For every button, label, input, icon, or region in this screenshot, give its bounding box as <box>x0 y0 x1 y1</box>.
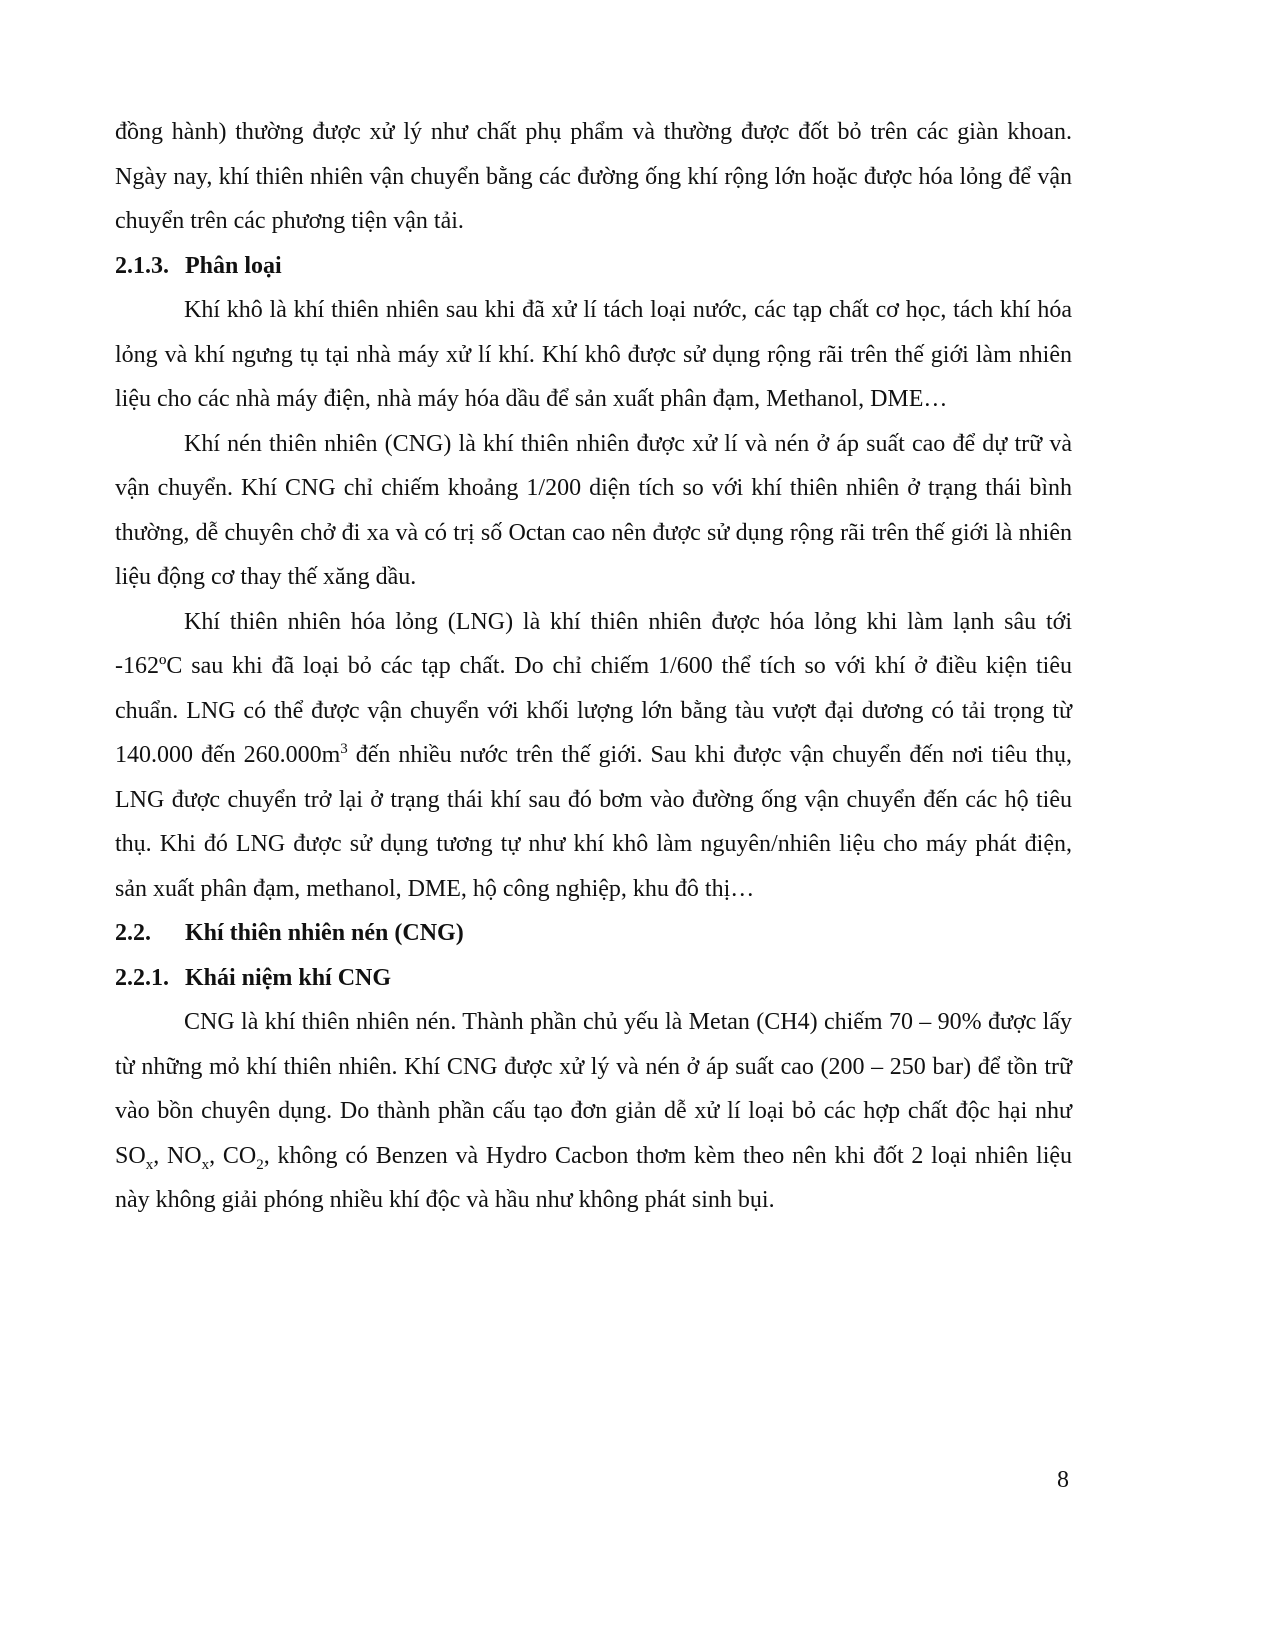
separator-co2: , CO <box>209 1142 257 1169</box>
lng-text-part-1: Khí thiên nhiên hóa lỏng (LNG) là khí thiên nhiên được hóa lỏng khi làm lạnh sâu tới -162ºC sau khi đã loại bỏ các tạp chất. Do chỉ chiếm 1/600 thể tích so với khí ở điều kiện tiêu chuẩn. LNG có thể được vận chuyển với khối lượng lớn bằng tàu vượt đại dương có tải trọng từ 140.000 đến 260.000m <box>115 608 1072 768</box>
heading-2-2 <box>115 911 1072 956</box>
subscript-x: x <box>145 1156 154 1173</box>
lng-text-part-2: đến nhiều nước trên thế giới. Sau khi được vận chuyển đến nơi tiêu thụ, LNG được chuyển trở lại ở trạng thái khí sau đó bơm vào đường ống vận chuyển đến các hộ tiêu thụ. Khi đó LNG được sử dụng tương tự như khí khô làm nguyên/nhiên liệu cho máy phát điện, sản xuất phân đạm, methanol, DME, hộ công nghiệp, khu đô thị… <box>115 742 1072 902</box>
subscript-x: x <box>201 1156 210 1173</box>
heading-number: 2.2. <box>115 920 151 946</box>
heading-2-2-1 <box>115 956 1072 1001</box>
heading-2-1-3 <box>115 244 1072 289</box>
separator-nox: , NO <box>153 1142 202 1169</box>
heading-title: Khái niệm khí CNG <box>185 964 392 991</box>
page-number: 8 <box>1057 1467 1069 1493</box>
paragraph-continuation: đồng hành) thường được xử lý như chất phụ phẩm và thường được đốt bỏ trên các giàn khoan. Ngày nay, khí thiên nhiên vận chuyển bằng các đường ống khí rộng lớn hoặc được hóa lỏng để vận chuyển trên các phương tiện vận tải. <box>115 119 1072 234</box>
cng-text-part-2: , không có Benzen và Hydro Cacbon thơm kèm theo nên khi đốt 2 loại nhiên liệu này không giải phóng nhiều khí độc và hầu như không phát sinh bụi. <box>115 1142 1073 1213</box>
paragraph-lng <box>115 600 1072 912</box>
heading-number: 2.1.3. <box>115 252 169 279</box>
heading-number: 2.2.1. <box>115 964 169 991</box>
subscript-2: 2 <box>256 1156 264 1173</box>
paragraph-cng-definition: Khí nén thiên nhiên (CNG) là khí thiên nhiên được xử lí và nén ở áp suất cao để dự trữ và vận chuyển. Khí CNG chỉ chiếm khoảng 1/200 diện tích so với khí thiên nhiên ở trạng thái bình thường, dễ chuyên chở đi xa và có trị số Octan cao nên được sử dụng rộng rãi trên thế giới là nhiên liệu động cơ thay thế xăng dầu. <box>115 430 1072 590</box>
page-content <box>115 110 1072 1223</box>
paragraph-cng-concept <box>115 1000 1072 1223</box>
heading-title: Khí thiên nhiên nén (CNG) <box>185 920 464 946</box>
cng-text-part-1: CNG là khí thiên nhiên nén. Thành phần chủ yếu là Metan (CH4) chiếm 70 – 90% được lấy từ những mỏ khí thiên nhiên. Khí CNG được xử lý và nén ở áp suất cao (200 – 250 bar) để tồn trữ vào bồn chuyên dụng. Do thành phần cấu tạo đơn giản dễ xử lí loại bỏ các hợp chất độc hại như SO <box>115 1009 1072 1169</box>
paragraph-dry-gas: Khí khô là khí thiên nhiên sau khi đã xử lí tách loại nước, các tạp chất cơ học, tách khí hóa lỏng và khí ngưng tụ tại nhà máy xử lí khí. Khí khô được sử dụng rộng rãi trên thế giới làm nhiên liệu cho các nhà máy điện, nhà máy hóa dầu để sản xuất phân đạm, Methanol, DME… <box>115 297 1072 412</box>
heading-title: Phân loại <box>185 252 282 279</box>
superscript-3: 3 <box>340 741 348 757</box>
